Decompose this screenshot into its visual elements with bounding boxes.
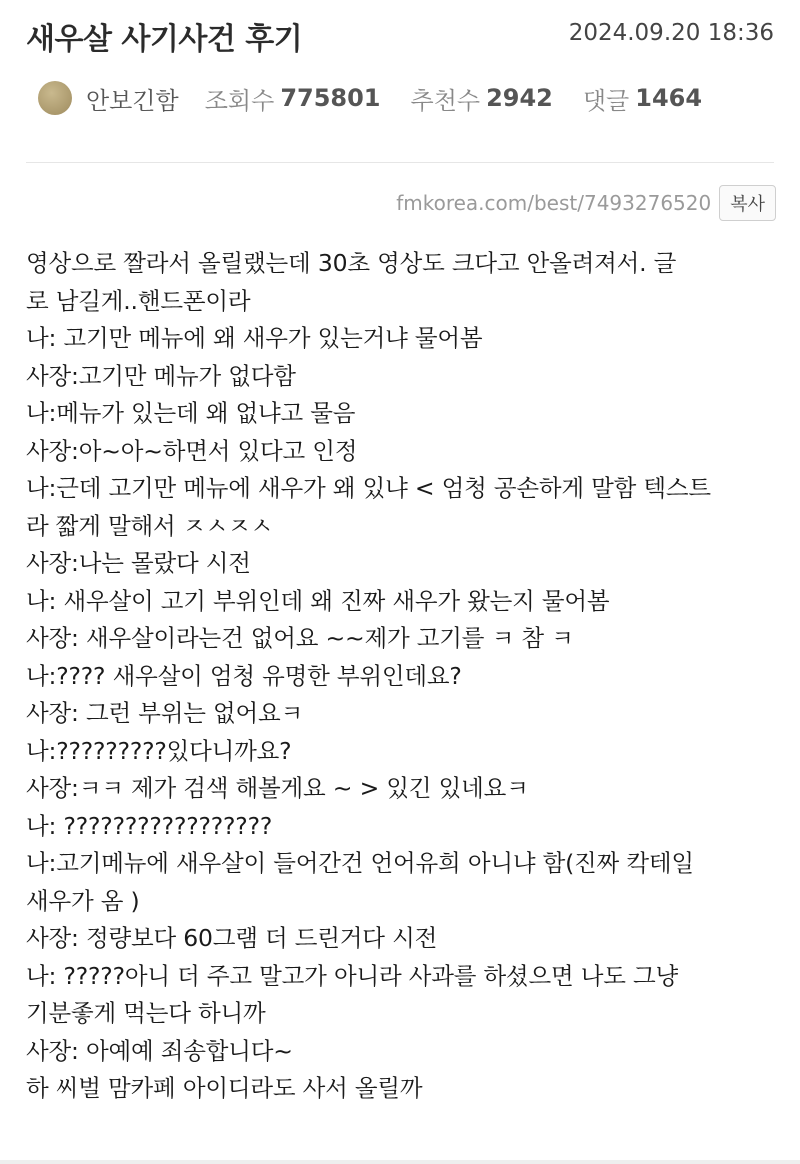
body-line: 로 남길게..핸드폰이라 [26,286,251,315]
body-line: 나:?????????있다니까요? [26,736,292,765]
recommend-label: 추천수 [410,86,481,115]
body-line: 사장:고기만 메뉴가 없다함 [26,361,296,390]
recommend-count: 2942 [486,84,553,112]
body-line: 사장: 정량보다 60그램 더 드린거다 시전 [26,924,438,952]
author-name[interactable]: 안보긴함 [86,86,179,115]
header-divider [26,162,774,163]
body-line: 나: 새우살이 고기 부위인데 왜 진짜 새우가 왔는지 물어봄 [26,586,610,615]
views-count: 775801 [280,84,381,112]
body-line: 영상으로 짤라서 올릴랬는데 30초 영상도 크다고 안올려져서. 글 [26,249,677,277]
body-line: 사장:ㅋㅋ 제가 검색 해볼게요 ~ > 있긴 있네요ㅋ [26,774,529,802]
body-line: 기분좋게 먹는다 하니까 [26,999,266,1027]
avatar[interactable] [38,81,72,115]
body-line: 나: 고기만 메뉴에 왜 새우가 있는거냐 물어봄 [26,324,483,352]
body-line: 라 짧게 말해서 ㅈㅅㅈㅅ [26,511,273,540]
body-line: 사장:나는 몰랐다 시전 [26,549,251,577]
body-line: 나:???? 새우살이 엄청 유명한 부위인데요? [26,661,462,690]
post-title: 새우살 사기사건 후기 [26,22,303,57]
body-line: 나:고기메뉴에 새우살이 들어간건 언어유희 아니냐 함(진짜 칵테일 [26,849,694,877]
body-line: 나:메뉴가 있는데 왜 없냐고 물음 [26,399,356,427]
body-line: 사장: 새우살이라는건 없어요 ~~제가 고기를 ㅋ 참 ㅋ [26,624,574,652]
url-row [396,185,776,221]
body-line: 사장: 그런 부위는 없어요ㅋ [26,699,304,727]
body-line: 나: ?????아니 더 주고 말고가 아니라 사과를 하셨으면 나도 그냥 [26,961,679,990]
body-line: 하 씨벌 맘카페 아이디라도 사서 올릴까 [26,1074,423,1102]
body-line: 새우가 옴 ) [26,886,140,915]
post-url[interactable]: fmkorea.com/best/7493276520 [396,191,712,215]
body-line: 사장:아~아~하면서 있다고 인정 [26,436,358,465]
post-date: 2024.09.20 18:36 [568,20,774,46]
copy-button[interactable]: 복사 [719,185,776,221]
post-header [26,0,774,68]
views-label: 조회수 [204,86,275,115]
body-line: 사장: 아예예 죄송합니다~ [26,1036,293,1065]
comments-count[interactable]: 1464 [635,84,703,112]
post-body [26,245,776,1108]
body-line: 나: ????????????????? [26,811,273,840]
post-meta [26,78,732,118]
comments-label[interactable]: 댓글 [582,86,630,115]
bottom-divider [0,1160,800,1164]
body-line: 나:근데 고기만 메뉴에 새우가 왜 있냐 < 엄청 공손하게 말함 텍스트 [26,474,711,502]
